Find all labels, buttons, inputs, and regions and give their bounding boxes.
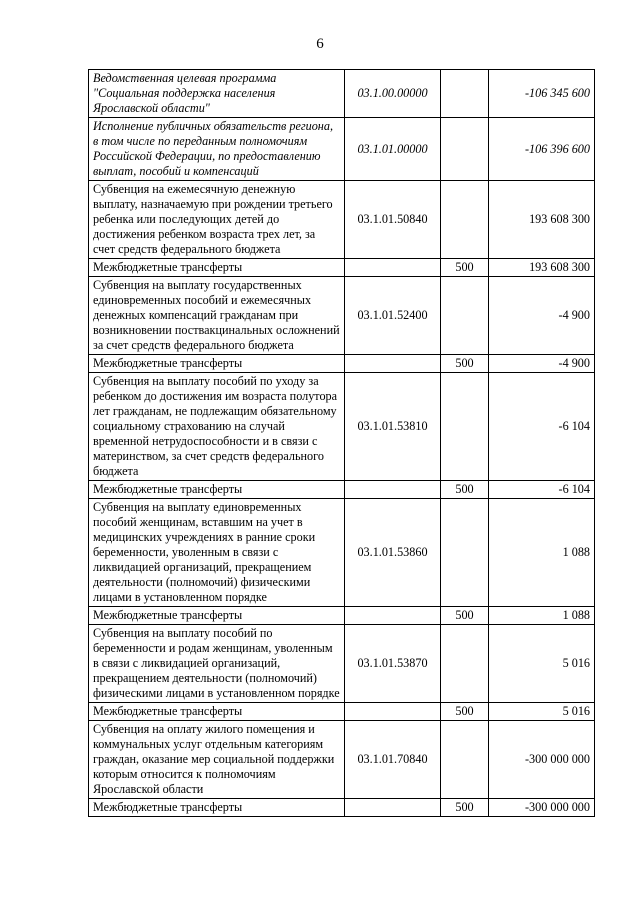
row-sum-cell: 193 608 300 xyxy=(489,259,595,277)
row-code-cell: 03.1.01.00000 xyxy=(345,118,441,181)
row-sum-cell: -300 000 000 xyxy=(489,721,595,799)
row-code-cell xyxy=(345,703,441,721)
table-row xyxy=(89,499,595,607)
table-row xyxy=(89,118,595,181)
row-name-cell: Субвенция на оплату жилого помещения и коммунальных услуг отдельным категориям граждан, оказание мер социальной поддержки которым относится к полномочиям Ярославской области xyxy=(89,721,345,799)
row-name-cell: Субвенция на выплату государственных единовременных пособий и ежемесячных денежных компенсаций гражданам при возникновении поствакцинальных осложнений за счет средств федерального бюджета xyxy=(89,277,345,355)
row-name-cell: Межбюджетные трансферты xyxy=(89,607,345,625)
row-code-cell: 03.1.01.52400 xyxy=(345,277,441,355)
row-type-cell: 500 xyxy=(441,703,489,721)
row-type-cell xyxy=(441,373,489,481)
row-type-cell xyxy=(441,625,489,703)
transfer-row xyxy=(89,481,595,499)
row-type-cell xyxy=(441,277,489,355)
row-sum-cell: -4 900 xyxy=(489,355,595,373)
table-row xyxy=(89,625,595,703)
row-type-cell: 500 xyxy=(441,607,489,625)
transfer-row xyxy=(89,259,595,277)
transfer-row xyxy=(89,607,595,625)
row-type-cell: 500 xyxy=(441,259,489,277)
row-name-cell: Субвенция на выплату пособий по уходу за ребенком до достижения им возраста полутора лет гражданам, не подлежащим обязательному социальному страхованию на случай временной нетрудоспособности и в связи с материнством, за счет средств федерального бюджета xyxy=(89,373,345,481)
row-type-cell: 500 xyxy=(441,799,489,817)
row-type-cell xyxy=(441,499,489,607)
table-row xyxy=(89,721,595,799)
row-code-cell: 03.1.01.53860 xyxy=(345,499,441,607)
row-sum-cell: 5 016 xyxy=(489,625,595,703)
table-row xyxy=(89,70,595,118)
row-name-cell: Субвенция на выплату пособий по беременности и родам женщинам, уволенным в связи с ликвидацией организаций, прекращением деятельности (полномочий) физическими лицами в установленном порядке xyxy=(89,625,345,703)
transfer-row xyxy=(89,799,595,817)
row-name-cell: Межбюджетные трансферты xyxy=(89,355,345,373)
row-code-cell: 03.1.00.00000 xyxy=(345,70,441,118)
table-row xyxy=(89,277,595,355)
row-sum-cell: -106 396 600 xyxy=(489,118,595,181)
row-sum-cell: -6 104 xyxy=(489,481,595,499)
row-type-cell: 500 xyxy=(441,481,489,499)
row-code-cell: 03.1.01.53870 xyxy=(345,625,441,703)
page-number: 6 xyxy=(316,36,324,52)
row-name-cell: Межбюджетные трансферты xyxy=(89,481,345,499)
row-type-cell xyxy=(441,70,489,118)
row-sum-cell: -6 104 xyxy=(489,373,595,481)
row-name-cell: Субвенция на ежемесячную денежную выплату, назначаемую при рождении третьего ребенка или последующих детей до достижения ребенком возраста трех лет, за счет средств федерального бюджета xyxy=(89,181,345,259)
row-name-cell: Межбюджетные трансферты xyxy=(89,259,345,277)
transfer-row xyxy=(89,703,595,721)
table-row xyxy=(89,373,595,481)
row-type-cell: 500 xyxy=(441,355,489,373)
row-code-cell: 03.1.01.70840 xyxy=(345,721,441,799)
budget-table xyxy=(88,69,595,817)
row-code-cell xyxy=(345,355,441,373)
row-sum-cell: -4 900 xyxy=(489,277,595,355)
row-type-cell xyxy=(441,721,489,799)
row-name-cell: Ведомственная целевая программа "Социальная поддержка населения Ярославской области" xyxy=(89,70,345,118)
row-type-cell xyxy=(441,181,489,259)
row-name-cell: Межбюджетные трансферты xyxy=(89,799,345,817)
table-row xyxy=(89,181,595,259)
row-sum-cell: -106 345 600 xyxy=(489,70,595,118)
row-code-cell xyxy=(345,481,441,499)
row-name-cell: Исполнение публичных обязательств региона, в том числе по переданным полномочиям Российской Федерации, по предоставлению выплат, пособий и компенсаций xyxy=(89,118,345,181)
transfer-row xyxy=(89,355,595,373)
row-code-cell xyxy=(345,607,441,625)
row-sum-cell: 1 088 xyxy=(489,607,595,625)
row-code-cell: 03.1.01.50840 xyxy=(345,181,441,259)
row-name-cell: Межбюджетные трансферты xyxy=(89,703,345,721)
row-name-cell: Субвенция на выплату единовременных пособий женщинам, вставшим на учет в медицинских учреждениях в ранние сроки беременности, уволенным в связи с ликвидацией организаций, прекращением деятельности (полномочий) физическими лицами в установленном порядке xyxy=(89,499,345,607)
row-sum-cell: -300 000 000 xyxy=(489,799,595,817)
row-sum-cell: 193 608 300 xyxy=(489,181,595,259)
row-type-cell xyxy=(441,118,489,181)
row-sum-cell: 1 088 xyxy=(489,499,595,607)
row-code-cell xyxy=(345,259,441,277)
row-code-cell xyxy=(345,799,441,817)
budget-table-body xyxy=(89,70,595,817)
row-code-cell: 03.1.01.53810 xyxy=(345,373,441,481)
row-sum-cell: 5 016 xyxy=(489,703,595,721)
